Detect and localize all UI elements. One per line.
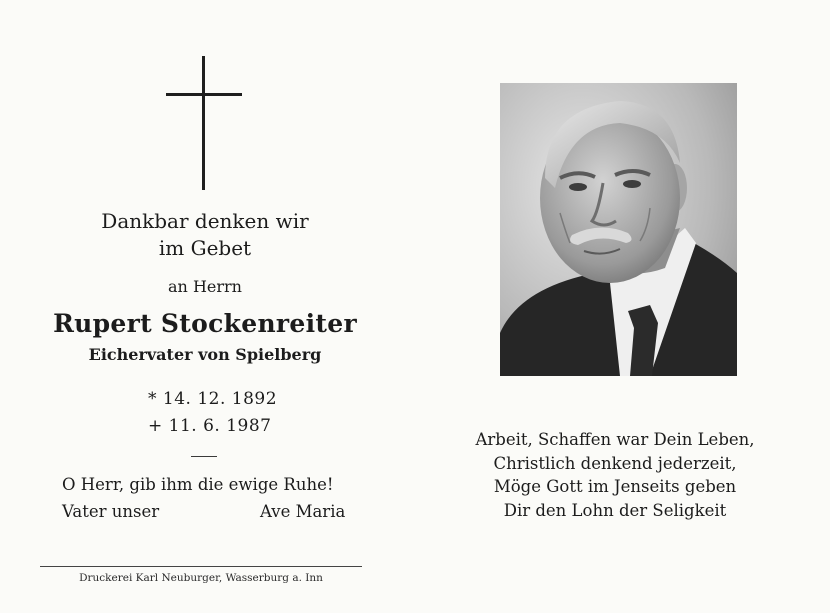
deceased-title: Eichervater von Spielberg — [88, 345, 322, 364]
poem-line-1: Arbeit, Schaffen war Dein Leben, — [475, 430, 755, 449]
poem — [455, 428, 775, 522]
prayer-line: O Herr, gib ihm die ewige Ruhe! — [62, 475, 334, 494]
cross-icon — [166, 56, 242, 190]
prayer-vater-unser: Vater unser — [62, 502, 160, 521]
printer-credit: Druckerei Karl Neuburger, Wasserburg a. Inn — [79, 572, 323, 584]
birth-date: * 14. 12. 1892 — [148, 389, 278, 409]
poem-line-4: Dir den Lohn der Seligkeit — [503, 500, 727, 520]
dedication-line-2: im Gebet — [158, 236, 252, 260]
cross-horizontal-bar — [166, 93, 242, 96]
poem-line-2: Christlich denkend jederzeit, — [493, 453, 737, 473]
footer-rule — [40, 566, 362, 567]
cross-vertical-bar — [202, 56, 205, 190]
divider — [191, 456, 217, 457]
salutation: an Herrn — [168, 277, 242, 296]
dedication — [40, 208, 370, 262]
poem-line-3: Möge Gott im Jenseits geben — [493, 477, 737, 496]
portrait-photo — [500, 83, 737, 376]
dedication-line-1: Dankbar denken wir — [101, 209, 309, 233]
deceased-name: Rupert Stockenreiter — [53, 309, 357, 338]
death-date: + 11. 6. 1987 — [148, 416, 272, 436]
prayer-ave-maria: Ave Maria — [260, 502, 346, 521]
